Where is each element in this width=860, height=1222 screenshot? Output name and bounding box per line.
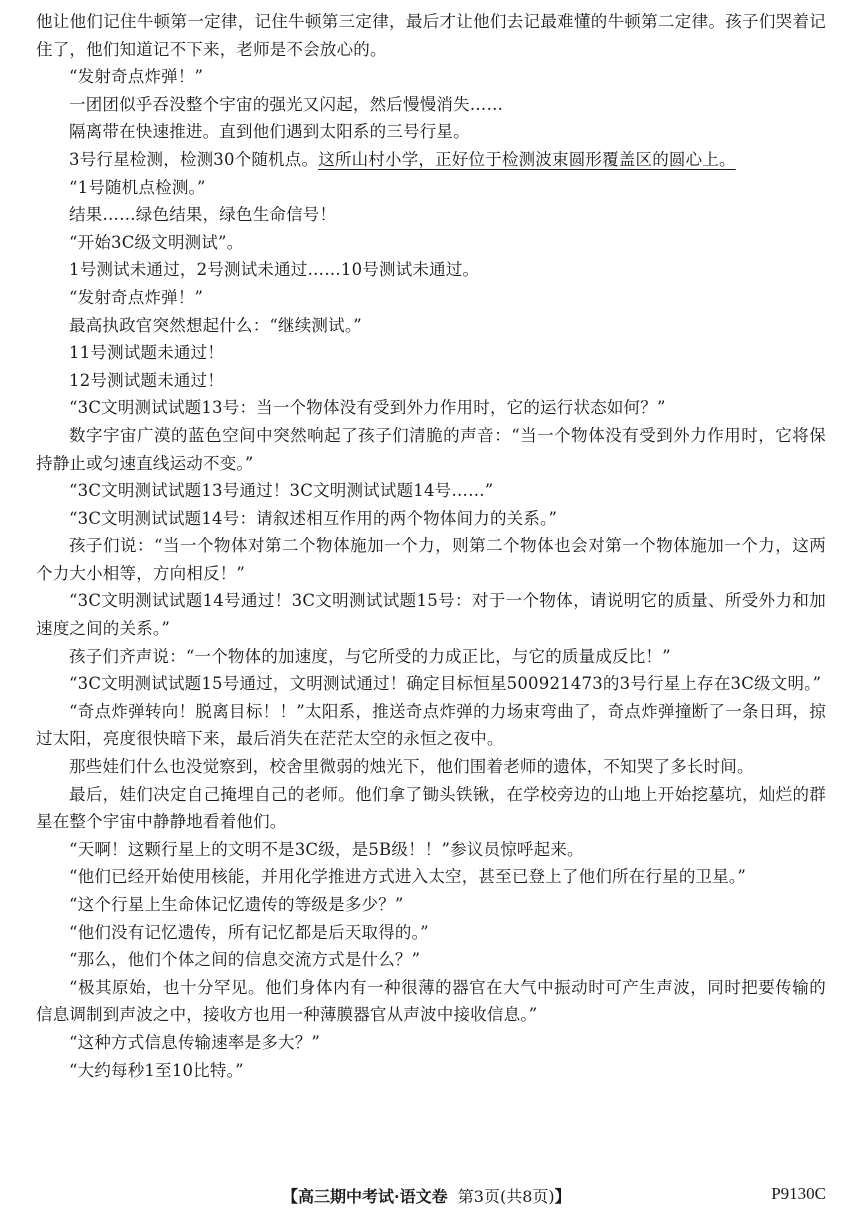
page-footer (0, 1184, 860, 1214)
paragraph: “发射奇点炸弹！” (69, 67, 204, 87)
paragraph: “3C文明测试试题15号通过，文明测试通过！确定目标恒星500921473的3号行星上存在3C级文明。” (69, 674, 822, 694)
paragraph: “发射奇点炸弹！” (69, 287, 204, 307)
paragraph: “天啊！这颗行星上的文明不是3C级，是5B级！！”参议员惊呼起来。 (69, 839, 584, 859)
paragraph: 孩子们齐声说：“一个物体的加速度，与它所受的力成正比，与它的质量成反比！” (69, 646, 671, 666)
paragraph: 11号测试题未通过！ (69, 343, 224, 363)
paragraph: “3C文明测试试题14号通过！3C文明测试试题15号：对于一个物体，请说明它的质量、所受外力和加速度之间的关系。” (36, 591, 826, 639)
paragraph: 隔离带在快速推进。直到他们遇到太阳系的三号行星。 (69, 122, 470, 142)
footer-code: P9130C (771, 1184, 826, 1203)
paragraph: 12号测试题未通过！ (69, 370, 224, 390)
paragraph: “极其原始，也十分罕见。他们身体内有一种很薄的器官在大气中振动时可产生声波，同时把要传输的信息调制到声波之中，接收方也用一种薄膜器官从声波中接收信息。” (36, 977, 826, 1025)
paragraph: “1号随机点检测。” (69, 177, 206, 197)
paragraph: 他让他们记住牛顿第一定律，记住牛顿第三定律，最后才让他们去记最难懂的牛顿第二定律。孩子们哭着记住了，他们知道记不下来，老师是不会放心的。 (36, 12, 826, 59)
footer-bracket-close: 】 (554, 1187, 571, 1206)
footer-exam-info (282, 1184, 571, 1207)
paragraph: 数字宇宙广漠的蓝色空间中突然响起了孩子们清脆的声音：“当一个物体没有受到外力作用时，它将保持静止或匀速直线运动不变。” (36, 425, 826, 473)
footer-page-number: 第3页(共8页) (457, 1187, 555, 1206)
paragraph: “大约每秒1至10比特。” (69, 1060, 244, 1080)
paragraph: “这个行星上生命体记忆遗传的等级是多少？” (69, 895, 404, 914)
footer-bracket-open: 【 (282, 1187, 299, 1206)
paragraph: “3C文明测试试题13号：当一个物体没有受到外力作用时，它的运行状态如何？” (69, 398, 666, 418)
footer-subject: 语文卷 (399, 1187, 448, 1206)
paragraph: “3C文明测试试题13号通过！3C文明测试试题14号……” (69, 481, 494, 501)
paragraph: 1号测试未通过，2号测试未通过……10号测试未通过。 (69, 260, 480, 280)
paragraph: 最后，娃们决定自己掩埋自己的老师。他们拿了锄头铁锹，在学校旁边的山地上开始挖墓坑，灿烂的群星在整个宇宙中静静地看着他们。 (36, 784, 826, 832)
paragraph: “他们已经开始使用核能，并用化学推进方式进入太空，甚至已登上了他们所在行星的卫星。” (69, 867, 747, 887)
paragraph: “那么，他们个体之间的信息交流方式是什么？” (69, 950, 421, 970)
footer-exam-name: 高三期中考试· (298, 1187, 400, 1206)
paragraph-with-underline (36, 146, 826, 174)
paragraph: “这种方式信息传输速率是多大？” (69, 1032, 321, 1052)
paragraph: 孩子们说：“当一个物体对第二个物体施加一个力，则第二个物体也会对第一个物体施加一个力，这两个力大小相等，方向相反！” (36, 536, 826, 583)
paragraph: 一团团似乎吞没整个宇宙的强光又闪起，然后慢慢消失…… (69, 94, 504, 114)
paragraph-text: 3号行星检测，检测30个随机点。 (69, 149, 319, 169)
paragraph: 最高执政官突然想起什么：“继续测试。” (69, 315, 362, 335)
underlined-sentence: 这所山村小学，正好位于检测波束圆形覆盖区的圆心上。 (318, 149, 736, 169)
paragraph: 那些娃们什么也没觉察到，校舍里微弱的烛光下，他们围着老师的遗体，不知哭了多长时间。 (69, 757, 754, 777)
paragraph: “奇点炸弹转向！脱离目标！！”太阳系，推送奇点炸弹的力场束弯曲了，奇点炸弹撞断了一条日珥，掠过太阳，亮度很快暗下来，最后消失在茫茫太空的永恒之夜中。 (36, 701, 826, 749)
paragraph: “3C文明测试试题14号：请叙述相互作用的两个物体间力的关系。” (69, 508, 558, 528)
paragraph: “他们没有记忆遗传，所有记忆都是后天取得的。” (69, 922, 429, 942)
paragraph: “开始3C级文明测试”。 (69, 232, 244, 252)
paragraph: 结果……绿色结果，绿色生命信号！ (69, 205, 337, 225)
document-body (36, 8, 826, 1084)
